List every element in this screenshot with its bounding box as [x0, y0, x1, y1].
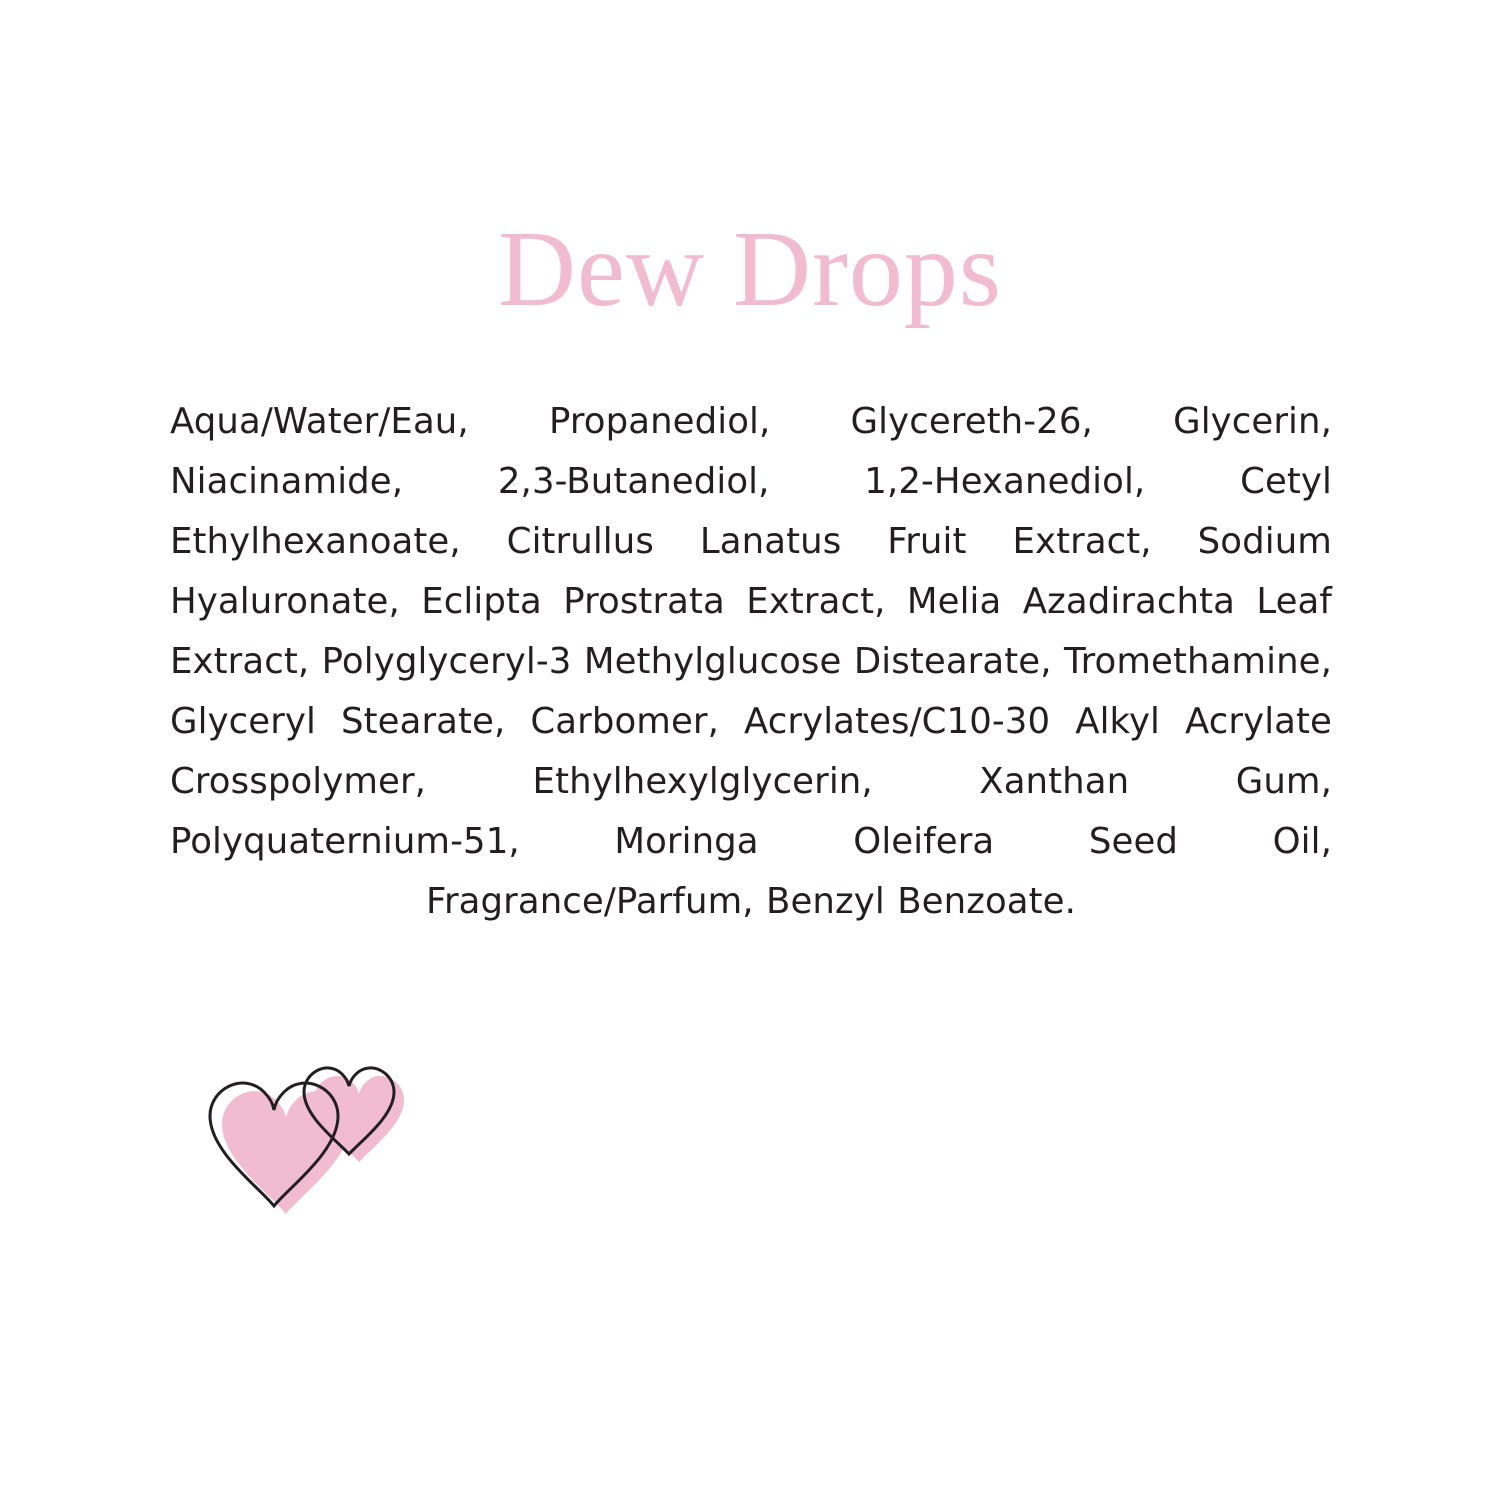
double-hearts-icon: [196, 1062, 426, 1252]
ingredients-text: Aqua/Water/Eau, Propanediol, Glycereth-26, Glycerin, Niacinamide, 2,3-Butanediol, 1,2-Hexanediol, Cetyl Ethylhexanoate, Citrullus Lanatus Fruit Extract, Sodium Hyaluronate, Eclipta Prostrata Extract, Melia Azadirachta Leaf Extract, Polyglyceryl-3 Methylglucose Distearate, Tromethamine, Glyceryl Stearate, Carbomer, Acrylates/C10-30 Alkyl Acrylate Crosspolymer, Ethylhexylglycerin, Xanthan Gum, Polyquaternium-51, Moringa Oleifera Seed Oil, Fragrance/Parfum, Benzyl Benzoate.: [170, 401, 1332, 922]
page-title: Dew Drops: [498, 210, 1002, 329]
double-hearts-logo: [196, 1062, 426, 1252]
